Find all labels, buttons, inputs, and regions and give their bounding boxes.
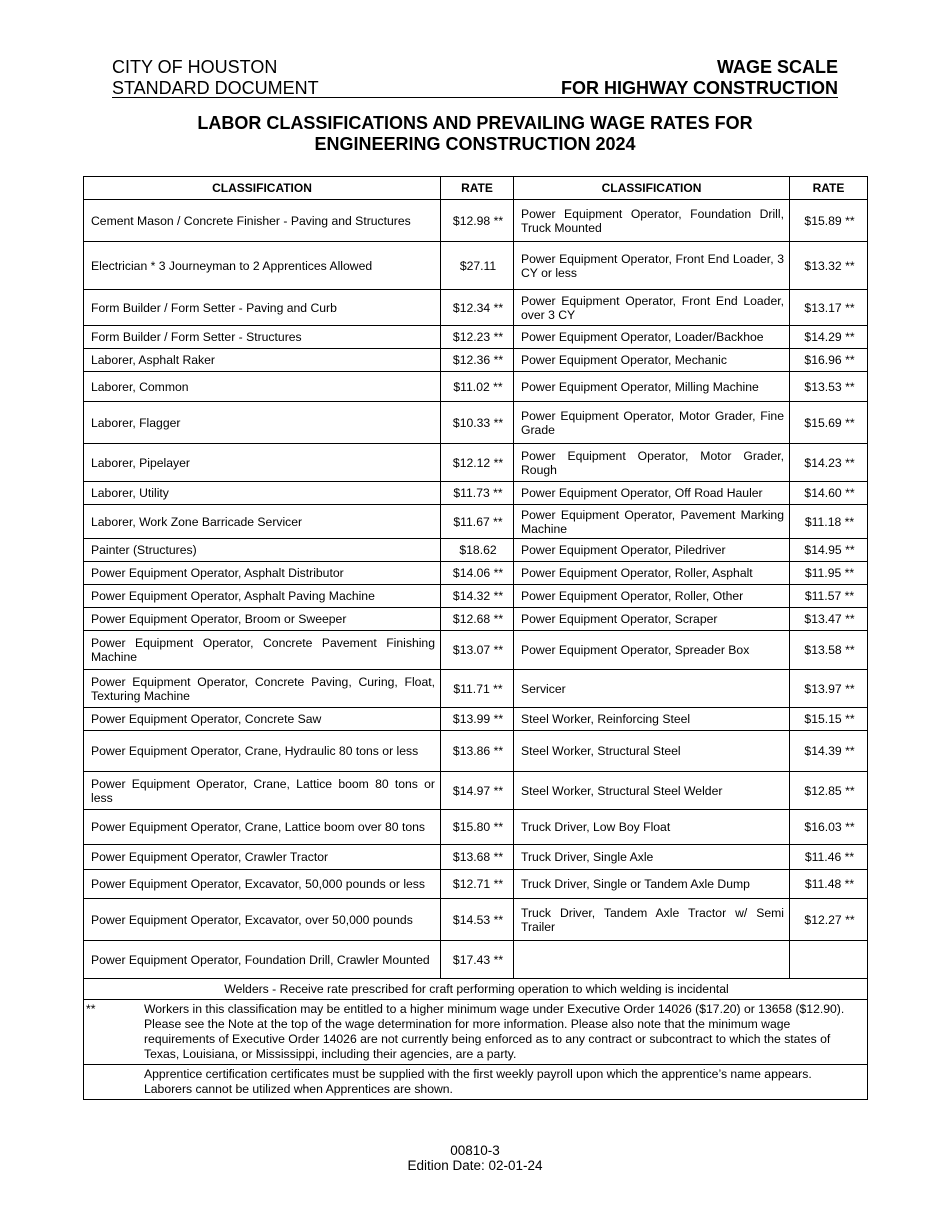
- rate-cell: $13.99 **: [441, 708, 514, 731]
- rate-cell: $10.33 **: [441, 402, 514, 444]
- rate-cell: $12.85 **: [790, 772, 868, 810]
- rate-cell: $11.57 **: [790, 585, 868, 608]
- table-row: [84, 585, 868, 608]
- title-line-2: ENGINEERING CONSTRUCTION 2024: [314, 134, 636, 154]
- rate-cell: $14.32 **: [441, 585, 514, 608]
- classification-cell: Power Equipment Operator, Motor Grader, Rough: [514, 444, 790, 482]
- notes-row: [84, 1000, 868, 1100]
- notes-table: [84, 1000, 867, 1099]
- rate-cell: $11.46 **: [790, 845, 868, 870]
- table-row: [84, 482, 868, 505]
- classification-cell: Power Equipment Operator, Motor Grader, Fine Grade: [514, 402, 790, 444]
- classification-cell: Laborer, Asphalt Raker: [84, 349, 441, 372]
- rate-cell: $13.07 **: [441, 631, 514, 670]
- table-row: [84, 539, 868, 562]
- header-rule: [112, 97, 838, 98]
- classification-cell: Power Equipment Operator, Excavator, 50,000 pounds or less: [84, 870, 441, 899]
- rate-cell: $15.80 **: [441, 810, 514, 845]
- classification-cell: Power Equipment Operator, Spreader Box: [514, 631, 790, 670]
- classification-cell: Power Equipment Operator, Crane, Lattice boom over 80 tons: [84, 810, 441, 845]
- table-row: [84, 200, 868, 242]
- classification-cell: Power Equipment Operator, Mechanic: [514, 349, 790, 372]
- table-body: [84, 200, 868, 979]
- rate-cell: $14.06 **: [441, 562, 514, 585]
- rate-cell: $12.27 **: [790, 899, 868, 941]
- rate-cell: $14.97 **: [441, 772, 514, 810]
- table-row: [84, 941, 868, 979]
- rate-cell: $13.68 **: [441, 845, 514, 870]
- note-text: Apprentice certification certificates must be supplied with the first weekly payroll upon which the apprentice’s name appears. Laborers cannot be utilized when Apprentices are shown.: [144, 1067, 812, 1096]
- rate-cell: $15.15 **: [790, 708, 868, 731]
- edition-date: Edition Date: 02-01-24: [407, 1158, 543, 1173]
- table-row: [84, 772, 868, 810]
- rate-cell: $12.12 **: [441, 444, 514, 482]
- rate-cell: $13.17 **: [790, 290, 868, 326]
- rate-cell: $14.95 **: [790, 539, 868, 562]
- table-row: [84, 810, 868, 845]
- table-row: [84, 670, 868, 708]
- classification-cell: Power Equipment Operator, Roller, Asphalt: [514, 562, 790, 585]
- rate-cell: $11.73 **: [441, 482, 514, 505]
- classification-cell: Laborer, Work Zone Barricade Servicer: [84, 505, 441, 539]
- rate-cell: $14.39 **: [790, 731, 868, 772]
- classification-cell: Power Equipment Operator, Broom or Sweeper: [84, 608, 441, 631]
- classification-cell: Power Equipment Operator, Roller, Other: [514, 585, 790, 608]
- rate-cell: $13.53 **: [790, 372, 868, 402]
- classification-cell: Steel Worker, Reinforcing Steel: [514, 708, 790, 731]
- table-row: [84, 899, 868, 941]
- table-row: [84, 349, 868, 372]
- header-right: [561, 57, 838, 99]
- header-classification-2: CLASSIFICATION: [514, 177, 790, 200]
- classification-cell: Power Equipment Operator, Front End Loader, 3 CY or less: [514, 242, 790, 290]
- classification-cell: Power Equipment Operator, Concrete Paving, Curing, Float, Texturing Machine: [84, 670, 441, 708]
- note-text: Workers in this classification may be entitled to a higher minimum wage under Executive Order 14026 ($17.20) or 13658 ($12.90). Please see the Note at the top of the wage determination for more information. Please also note that the minimum wage requirements of Executive Order 14026 are not currently being enforced as to any contract or subcontract to which the states of Texas, Louisiana, or Mississippi, including their agencies, are a party.: [142, 1000, 867, 1065]
- welders-note: Welders - Receive rate prescribed for craft performing operation to which welding is incidental: [84, 979, 868, 1000]
- document-number: 00810-3: [450, 1143, 500, 1158]
- note-mark: [84, 1065, 142, 1100]
- rate-cell: $13.58 **: [790, 631, 868, 670]
- classification-cell: Power Equipment Operator, Crane, Lattice boom 80 tons or less: [84, 772, 441, 810]
- classification-cell: Power Equipment Operator, Crawler Tractor: [84, 845, 441, 870]
- notes-cell: [84, 1000, 868, 1100]
- rate-cell: $12.36 **: [441, 349, 514, 372]
- rate-cell: $13.86 **: [441, 731, 514, 772]
- note-row: [84, 1065, 867, 1100]
- header-city: CITY OF HOUSTON: [112, 57, 278, 77]
- classification-cell: Power Equipment Operator, Foundation Drill, Truck Mounted: [514, 200, 790, 242]
- rate-cell: $12.71 **: [441, 870, 514, 899]
- classification-cell: Power Equipment Operator, Loader/Backhoe: [514, 326, 790, 349]
- rate-cell: $11.18 **: [790, 505, 868, 539]
- table-row: [84, 444, 868, 482]
- rate-cell: $14.29 **: [790, 326, 868, 349]
- title-line-1: LABOR CLASSIFICATIONS AND PREVAILING WAGE RATES FOR: [197, 113, 753, 133]
- classification-cell: Steel Worker, Structural Steel Welder: [514, 772, 790, 810]
- classification-cell: Truck Driver, Single Axle: [514, 845, 790, 870]
- classification-cell: Truck Driver, Low Boy Float: [514, 810, 790, 845]
- classification-cell: Power Equipment Operator, Asphalt Paving Machine: [84, 585, 441, 608]
- table-row: [84, 290, 868, 326]
- classification-cell: Power Equipment Operator, Foundation Drill, Crawler Mounted: [84, 941, 441, 979]
- rate-cell: $12.98 **: [441, 200, 514, 242]
- rate-cell: $14.60 **: [790, 482, 868, 505]
- table-header-row: [84, 177, 868, 200]
- classification-cell: Power Equipment Operator, Crane, Hydraulic 80 tons or less: [84, 731, 441, 772]
- classification-cell: Power Equipment Operator, Scraper: [514, 608, 790, 631]
- rate-cell: $12.34 **: [441, 290, 514, 326]
- table-row: [84, 326, 868, 349]
- rate-cell: $27.11: [441, 242, 514, 290]
- page-title: [0, 113, 950, 155]
- table-row: [84, 708, 868, 731]
- table-row: [84, 562, 868, 585]
- rate-cell: $18.62: [441, 539, 514, 562]
- classification-cell: Steel Worker, Structural Steel: [514, 731, 790, 772]
- header-highway-construction: FOR HIGHWAY CONSTRUCTION: [560, 78, 838, 98]
- rate-cell: $14.23 **: [790, 444, 868, 482]
- classification-cell: Truck Driver, Tandem Axle Tractor w/ Semi Trailer: [514, 899, 790, 941]
- rate-cell: $15.69 **: [790, 402, 868, 444]
- wage-rate-table: [83, 176, 868, 1100]
- header-left: [112, 57, 319, 99]
- classification-cell: Power Equipment Operator, Front End Loader, over 3 CY: [514, 290, 790, 326]
- classification-cell: Power Equipment Operator, Off Road Hauler: [514, 482, 790, 505]
- page-footer: [0, 1143, 950, 1173]
- header-standard-document: STANDARD DOCUMENT: [112, 78, 319, 98]
- rate-cell: $14.53 **: [441, 899, 514, 941]
- rate-cell: $16.96 **: [790, 349, 868, 372]
- table-row: [84, 731, 868, 772]
- rate-cell: $11.67 **: [441, 505, 514, 539]
- note-row: [84, 1000, 867, 1065]
- classification-cell: Form Builder / Form Setter - Paving and Curb: [84, 290, 441, 326]
- table-row: [84, 402, 868, 444]
- rate-cell: $15.89 **: [790, 200, 868, 242]
- rate-cell: $13.32 **: [790, 242, 868, 290]
- header-wage-scale: WAGE SCALE: [716, 57, 838, 77]
- table-row: [84, 372, 868, 402]
- classification-cell: Painter (Structures): [84, 539, 441, 562]
- classification-cell: Form Builder / Form Setter - Structures: [84, 326, 441, 349]
- classification-cell: Truck Driver, Single or Tandem Axle Dump: [514, 870, 790, 899]
- rate-cell: $11.71 **: [441, 670, 514, 708]
- classification-cell: Servicer: [514, 670, 790, 708]
- table-row: [84, 242, 868, 290]
- classification-cell: Cement Mason / Concrete Finisher - Paving and Structures: [84, 200, 441, 242]
- classification-cell: Power Equipment Operator, Milling Machine: [514, 372, 790, 402]
- rate-cell: $11.48 **: [790, 870, 868, 899]
- classification-cell: Electrician * 3 Journeyman to 2 Apprentices Allowed: [84, 242, 441, 290]
- classification-cell: Power Equipment Operator, Pavement Marking Machine: [514, 505, 790, 539]
- table-row: [84, 870, 868, 899]
- note-mark: **: [84, 1000, 142, 1065]
- rate-cell: $12.68 **: [441, 608, 514, 631]
- classification-cell: Power Equipment Operator, Concrete Saw: [84, 708, 441, 731]
- header-rate-1: RATE: [441, 177, 514, 200]
- classification-cell: Power Equipment Operator, Excavator, over 50,000 pounds: [84, 899, 441, 941]
- classification-cell: Laborer, Pipelayer: [84, 444, 441, 482]
- rate-cell: $13.47 **: [790, 608, 868, 631]
- classification-cell: Power Equipment Operator, Concrete Pavement Finishing Machine: [84, 631, 441, 670]
- welders-row: [84, 979, 868, 1000]
- table-row: [84, 505, 868, 539]
- rate-cell: [790, 941, 868, 979]
- rate-cell: $17.43 **: [441, 941, 514, 979]
- header-rate-2: RATE: [790, 177, 868, 200]
- table-row: [84, 608, 868, 631]
- rate-cell: $11.02 **: [441, 372, 514, 402]
- rate-cell: $16.03 **: [790, 810, 868, 845]
- classification-cell: Laborer, Common: [84, 372, 441, 402]
- table-row: [84, 845, 868, 870]
- table-row: [84, 631, 868, 670]
- classification-cell: Laborer, Utility: [84, 482, 441, 505]
- header-classification-1: CLASSIFICATION: [84, 177, 441, 200]
- rate-cell: $12.23 **: [441, 326, 514, 349]
- rate-cell: $11.95 **: [790, 562, 868, 585]
- rate-cell: $13.97 **: [790, 670, 868, 708]
- classification-cell: Power Equipment Operator, Piledriver: [514, 539, 790, 562]
- classification-cell: Power Equipment Operator, Asphalt Distributor: [84, 562, 441, 585]
- classification-cell: Laborer, Flagger: [84, 402, 441, 444]
- classification-cell: [514, 941, 790, 979]
